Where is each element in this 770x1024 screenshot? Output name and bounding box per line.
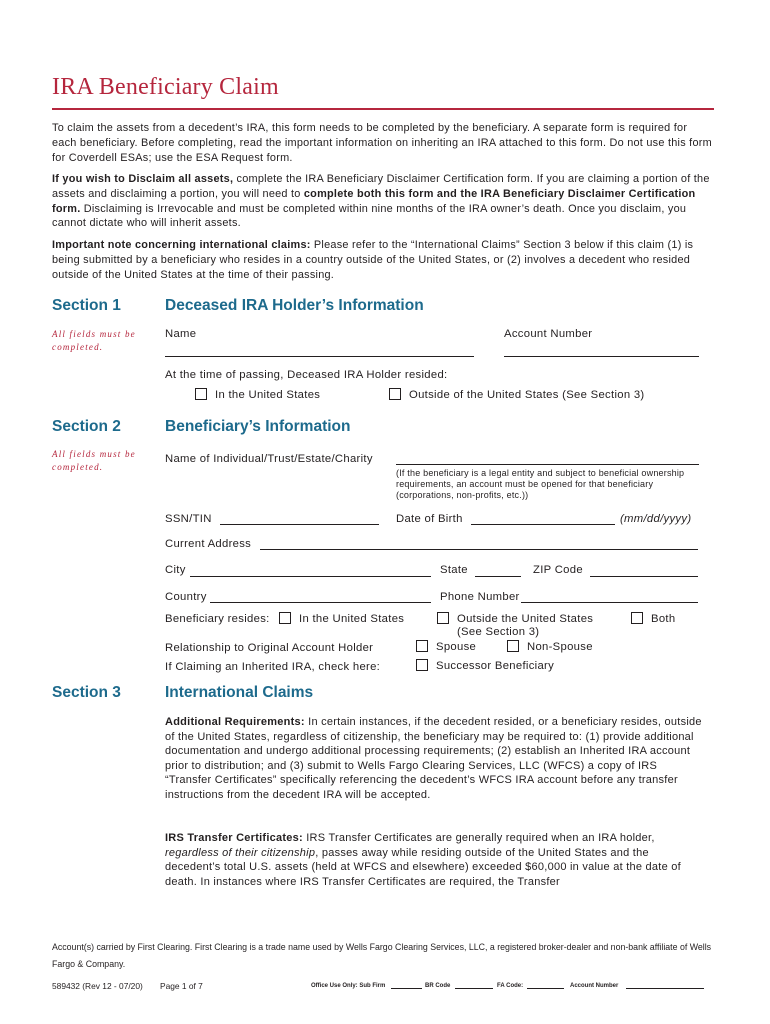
non-spouse-checkbox[interactable] — [507, 640, 519, 652]
ssn-label: SSN/TIN — [165, 513, 212, 525]
phone-field[interactable] — [521, 602, 698, 603]
disclaim-bold-1: If you wish to Disclaim all assets, — [52, 173, 234, 185]
successor-beneficiary-label: Successor Beneficiary — [436, 660, 555, 672]
international-note-text: Please refer to the “International Claims” Section 3 below if this claim (1) is being submitted by a beneficiary who resides in a country outside of the United States, or (2) involves a decedent who resided outside of the United States at the time of their passing. — [52, 239, 694, 281]
section1-note: All fields must be completed. — [52, 329, 136, 352]
state-label: State — [440, 564, 468, 576]
dob-label: Date of Birth — [396, 513, 463, 525]
disclaim-paragraph — [52, 172, 714, 231]
spouse-label: Spouse — [436, 641, 477, 653]
fa-code-field[interactable] — [527, 988, 564, 989]
resides-us-label: In the United States — [299, 613, 405, 625]
additional-requirements-text: In certain instances, if the decedent resided, or a beneficiary resides, outside of the United States, regardless of citizenship, the beneficiary may be required to: (1) provide additional documentation and undergo additional processing requirements; (2) establish an Inherited IRA account prior to distribution; and (3) submit to Wells Fargo Clearing Services, LLC (WFCS) a copy of IRS “Transfer Certificates” specifically referencing the decedent’s WFCS IRA account before any transfer instructions from the decedent IRA will be accepted. — [165, 716, 702, 801]
title-divider — [52, 108, 714, 110]
account-number-field[interactable] — [504, 356, 699, 357]
successor-beneficiary-checkbox[interactable] — [416, 659, 428, 671]
transfer-certificates-heading: IRS Transfer Certificates: — [165, 832, 303, 844]
account-number-label: Account Number — [504, 328, 593, 340]
deceased-name-label: Name — [165, 328, 197, 340]
intro-paragraph: To claim the assets from a decedent’s IRA, this form needs to be completed by the beneficiary. A separate form is required for each beneficiary. Before completing, read the important information on inheriting an IRA attached to this form. Do not use this form for Coverdell ESAs; use the ESA Request form. — [52, 122, 712, 164]
office-account-number-label: Account Number — [570, 983, 619, 989]
disclaim-text-1: complete the IRA Beneficiary Disclaimer Certification form. If you are claiming a portion of the assets and disclaiming a portion, you will need to — [52, 173, 710, 200]
beneficiary-name-label: Name of Individual/Trust/Estate/Charity — [165, 453, 373, 465]
section3-label: Section 3 — [52, 684, 121, 701]
ssn-field[interactable] — [220, 524, 379, 525]
resides-label: Beneficiary resides: — [165, 613, 270, 625]
dob-field[interactable] — [471, 524, 615, 525]
page-number: Page 1 of 7 — [160, 981, 203, 991]
br-code-label: BR Code — [425, 983, 451, 989]
resides-outside-label: Outside the United States — [457, 613, 594, 625]
deceased-resided-us-label: In the United States — [215, 389, 321, 401]
disclaim-bold-2: complete both this form and the IRA Beneficiary Disclaimer Certification form. — [52, 187, 696, 215]
footer-disclosure: Account(s) carried by First Clearing. First Clearing is a trade name used by Wells Fargo Clearing Services, LLC, a registered broker-dealer and non-bank affiliate of Wells Fargo & Company. — [52, 942, 712, 969]
resides-both-label: Both — [651, 613, 676, 625]
sub-firm-field[interactable] — [391, 988, 422, 989]
city-label: City — [165, 564, 186, 576]
international-note-paragraph — [52, 238, 714, 282]
country-field[interactable] — [210, 602, 431, 603]
entity-note: (If the beneficiary is a legal entity and subject to beneficial ownership requirements, an account must be opened for that beneficiary (corporations, non-profits, etc.)) — [396, 468, 685, 500]
zip-label: ZIP Code — [533, 564, 583, 576]
section2-title: Beneficiary’s Information — [165, 418, 351, 435]
transfer-certificates-italic: regardless of their citizenship — [165, 846, 316, 859]
state-field[interactable] — [475, 576, 521, 577]
additional-requirements-heading: Additional Requirements: — [165, 716, 305, 728]
non-spouse-label: Non-Spouse — [527, 641, 593, 653]
fa-code-label: FA Code: — [497, 983, 524, 989]
office-use-label: Office Use Only: Sub Firm — [311, 983, 386, 989]
zip-field[interactable] — [590, 576, 698, 577]
spouse-checkbox[interactable] — [416, 640, 428, 652]
form-number: 589432 (Rev 12 - 07/20) — [52, 981, 143, 991]
resides-outside-checkbox[interactable] — [437, 612, 449, 624]
dob-format-hint: (mm/dd/yyyy) — [620, 513, 692, 525]
deceased-resided-us-checkbox[interactable] — [195, 388, 207, 400]
address-field[interactable] — [260, 549, 698, 550]
section1-title: Deceased IRA Holder’s Information — [165, 297, 424, 314]
address-label: Current Address — [165, 538, 252, 550]
transfer-certificates-text-2: , passes away while residing outside of the United States and the decedent’s total U.S. assets (held at WFCS and elsewhere) exceeded $60,000 in value at the date of death. In instances where IRS Transfer Certificates are required, the Transfer — [165, 846, 681, 888]
section3-title: International Claims — [165, 684, 314, 701]
page-title: IRA Beneficiary Claim — [52, 74, 279, 100]
relationship-label: Relationship to Original Account Holder — [165, 642, 374, 654]
transfer-certificates-text-1: IRS Transfer Certificates are generally required when an IRA holder, — [302, 832, 655, 844]
transfer-certificates-paragraph — [165, 831, 705, 889]
international-note-bold: Important note concerning international claims: — [52, 239, 311, 251]
resides-us-checkbox[interactable] — [279, 612, 291, 624]
disclaim-text-2: Disclaiming is Irrevocable and must be completed within nine months of the IRA owner’s death. Once you disclaim, you cannot dictate who will inherit assets. — [52, 202, 687, 230]
section2-note: All fields must be completed. — [52, 449, 136, 472]
city-field[interactable] — [190, 576, 431, 577]
br-code-field[interactable] — [455, 988, 493, 989]
deceased-resided-outside-checkbox[interactable] — [389, 388, 401, 400]
office-account-number-field[interactable] — [626, 988, 704, 989]
deceased-name-field[interactable] — [165, 356, 474, 357]
resides-outside-note: (See Section 3) — [457, 626, 540, 638]
deceased-resided-outside-label: Outside of the United States (See Section 3) — [409, 389, 645, 401]
phone-label: Phone Number — [440, 591, 520, 603]
country-label: Country — [165, 591, 207, 603]
resides-both-checkbox[interactable] — [631, 612, 643, 624]
section1-label: Section 1 — [52, 297, 121, 314]
beneficiary-name-field[interactable] — [396, 464, 699, 465]
inherited-ira-label: If Claiming an Inherited IRA, check here: — [165, 661, 381, 673]
additional-requirements-paragraph — [165, 715, 705, 803]
residence-question: At the time of passing, Deceased IRA Holder resided: — [165, 369, 448, 381]
section2-label: Section 2 — [52, 418, 121, 435]
